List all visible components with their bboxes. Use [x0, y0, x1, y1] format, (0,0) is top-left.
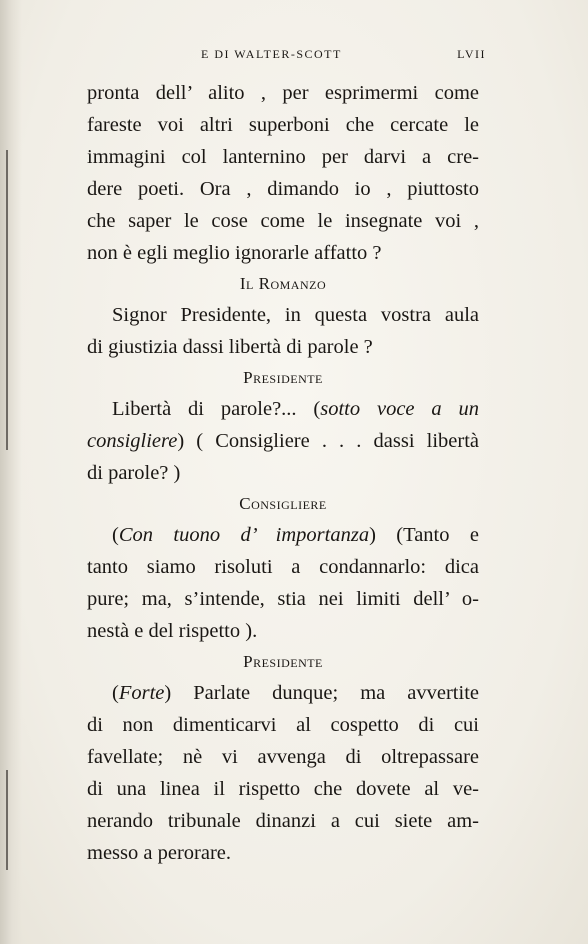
running-head-title: E DI WALTER-SCOTT — [201, 47, 342, 61]
text-line — [87, 677, 479, 709]
text-roman: ( — [112, 682, 119, 704]
speaker-heading: Consigliere — [239, 494, 327, 513]
text-line — [87, 519, 479, 551]
stage-direction: consigliere — [87, 430, 178, 452]
text-line — [87, 425, 479, 457]
text-line: fareste voi altri superboni che cercate le — [87, 114, 479, 136]
stage-direction: Forte — [118, 682, 165, 704]
text-line: immagini col lanternino per darvi a cre- — [87, 146, 479, 168]
text-line: Signor Presidente, in questa vostra aula — [112, 304, 479, 326]
text-line: nestà e del rispetto ). — [87, 620, 258, 642]
speaker-heading: Presidente — [243, 652, 323, 671]
text-roman: ) (Tanto e — [369, 524, 479, 546]
text-line: dere poeti. Ora , dimando io , piuttosto — [87, 178, 479, 200]
page-number: LVII — [457, 47, 486, 61]
text-line: messo a perorare. — [87, 842, 232, 864]
speaker-heading: Il Romanzo — [239, 274, 327, 293]
binding-shadow — [0, 0, 22, 944]
binding-line-lower — [6, 770, 8, 870]
stage-direction: sotto voce a un — [320, 398, 480, 420]
text-line: favellate; nè vi avvenga di oltrepassare — [87, 746, 479, 768]
text-line: di giustizia dassi libertà di parole ? — [87, 336, 373, 358]
text-roman: Libertà di parole?... ( — [112, 398, 321, 420]
stage-direction: Con tuono d’ importanza — [118, 524, 370, 546]
binding-line-upper — [6, 150, 8, 450]
text-line: pronta dell’ alito , per esprimermi come — [87, 82, 479, 104]
text-line: di parole? ) — [87, 462, 181, 484]
text-line: di una linea il rispetto che dovete al ve- — [87, 778, 479, 800]
body-text — [87, 77, 479, 869]
text-line — [87, 393, 479, 425]
text-line: non è egli meglio ignorarle affatto ? — [87, 242, 382, 264]
text-roman: ( — [112, 524, 119, 546]
speaker-heading: Presidente — [243, 368, 323, 387]
text-line: tanto siamo risoluti a condannarlo: dica — [87, 556, 479, 578]
text-line: pure; ma, s’intende, stia nei limiti dell’ o- — [87, 588, 479, 610]
text-line: di non dimenticarvi al cospetto di cui — [87, 714, 479, 736]
text-roman: ) Parlate dunque; ma avvertite — [164, 682, 479, 704]
text-roman: ) ( Consigliere . . . dassi libertà — [177, 430, 479, 452]
running-head — [86, 47, 486, 65]
text-line: che saper le cose come le insegnate voi , — [87, 210, 479, 232]
text-line: nerando tribunale dinanzi a cui siete am- — [87, 810, 479, 832]
